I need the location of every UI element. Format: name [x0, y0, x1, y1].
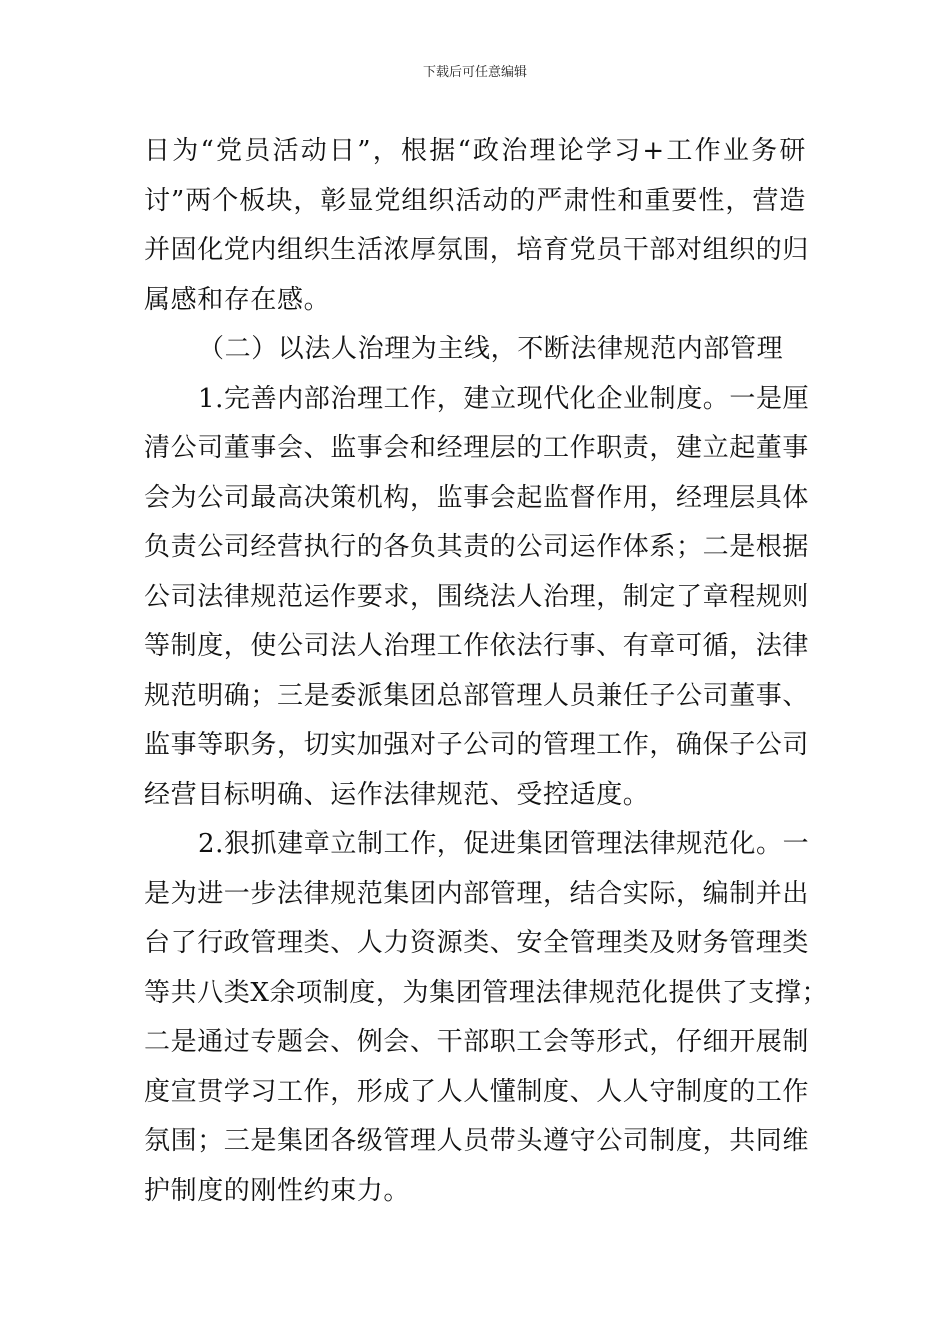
text-line: 讨”两个板块，彰显党组织活动的严肃性和重要性，营造 — [144, 185, 806, 216]
paragraph-internal-governance — [144, 375, 810, 821]
text-line: 等共八类X余项制度，为集团管理法律规范化提供了支撑； — [144, 977, 829, 1008]
section-heading — [144, 325, 806, 375]
paragraph-party-activity — [144, 127, 810, 325]
text-line: 经营目标明确、运作法律规范、受控适度。 — [144, 779, 650, 810]
text-line: 2.狠抓建章立制工作，促进集团管理法律规范化。一 — [198, 829, 810, 859]
text-line: 会为公司最高决策机构，监事会起监督作用，经理层具体 — [144, 482, 810, 513]
text-line: 公司法律规范运作要求，围绕法人治理，制定了章程规则 — [144, 581, 810, 612]
text-line: 清公司董事会、监事会和经理层的工作职责，建立起董事 — [144, 433, 810, 463]
text-line: 度宣贯学习工作，形成了人人懂制度、人人守制度的工作 — [144, 1076, 810, 1107]
text-line: （二）以法人治理为主线，不断法律规范内部管理 — [198, 334, 784, 364]
text-line: 监事等职务，切实加强对子公司的管理工作，确保子公司 — [144, 730, 810, 760]
text-line: 二是通过专题会、例会、干部职工会等形式，仔细开展制 — [144, 1027, 810, 1057]
text-line: 是为进一步法律规范集团内部管理，结合实际，编制并出 — [144, 878, 810, 909]
text-line: 1.完善内部治理工作，建立现代化企业制度。一是厘 — [198, 383, 810, 414]
text-line: 并固化党内组织生活浓厚氛围，培育党员干部对组织的归 — [144, 235, 810, 265]
page-header: 下载后可任意编辑 — [422, 65, 527, 80]
text-line: 台了行政管理类、人力资源类、安全管理类及财务管理类 — [144, 928, 810, 958]
text-line: 负责公司经营执行的各负其责的公司运作体系；二是根据 — [144, 532, 810, 562]
text-line: 规范明确；三是委派集团总部管理人员兼任子公司董事、 — [144, 680, 810, 711]
document-body — [144, 127, 829, 1216]
text-line: 等制度，使公司法人治理工作依法行事、有章可循，法律 — [144, 631, 810, 661]
text-line: 护制度的刚性约束力。 — [144, 1175, 411, 1206]
text-line: 氛围；三是集团各级管理人员带头遵守公司制度，共同维 — [144, 1126, 810, 1156]
paragraph-rules-system — [144, 820, 829, 1216]
text-line: 属感和存在感。 — [144, 284, 331, 315]
text-line: 日为“党员活动日”，根据“政治理论学习+工作业务研 — [144, 136, 806, 166]
